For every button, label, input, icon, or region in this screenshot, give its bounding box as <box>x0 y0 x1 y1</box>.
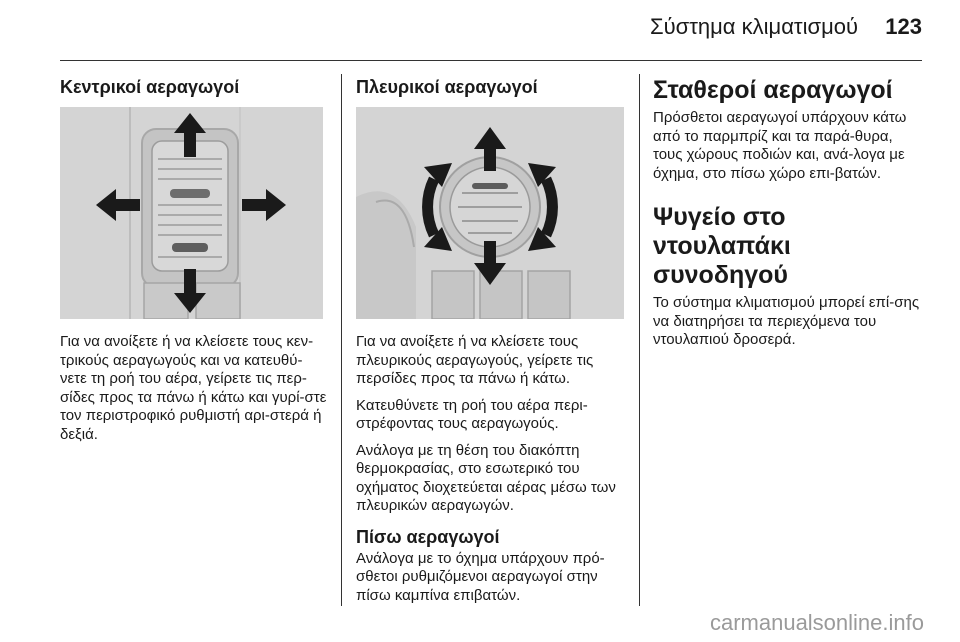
paragraph-central-vents: Για να ανοίξετε ή να κλείσετε τους κεν-τρικούς αεραγωγούς και να κατευθύ-νετε τη ροή του αέρα, γείρετε τις περ-σίδες προς τα πάνω ή κάτω και γυρί-στε τον περιστροφικό ρυθμιστή αρι-στερά ή δεξιά. <box>60 333 327 443</box>
figure-side-vents <box>356 107 624 319</box>
section-title-rear-vents: Πίσω αεραγωγοί <box>356 526 500 547</box>
column-fixed-vents <box>653 76 925 358</box>
watermark: carmanualsonline.info <box>709 610 924 635</box>
paragraph-side-vents-3: Ανάλογα με τη θέση του διακόπτη θερμοκρασίας, στο εσωτερικό του οχήματος διοχετεύεται αέρας μέσω των πλευρικών αεραγωγών. <box>356 441 616 514</box>
header-title: Σύστημα κλιματισμού <box>650 14 859 39</box>
paragraph-rear-vents: Ανάλογα με το όχημα υπάρχουν πρό-σθετοι ρυθμιζόμενοι αεραγωγοί στην πίσω καμπίνα επιβατών. <box>356 549 605 604</box>
page-number: 123 <box>885 14 922 39</box>
header-rule <box>60 60 922 61</box>
paragraph-fixed-vents: Πρόσθετοι αεραγωγοί υπάρχουν κάτω από το παρμπρίζ και τα παρά-θυρα, τους χώρους ποδιών και, ανά-λογα με όχημα, στο πίσω χώρο επι-βατών. <box>653 109 907 182</box>
column-side-vents <box>356 76 626 613</box>
section-title-glovebox-cooler: Ψυγείο στο ντουλαπάκι συνοδηγού <box>653 203 791 289</box>
section-title-fixed-vents: Σταθεροί αεραγωγοί <box>653 76 893 104</box>
paragraph-side-vents-1: Για να ανοίξετε ή να κλείσετε τους πλευρικούς αεραγωγούς, γείρετε τις περσίδες προς τα πάνω ή κάτω. <box>356 333 594 387</box>
figure-central-vents <box>60 107 323 319</box>
column-divider-1 <box>341 74 342 606</box>
column-divider-2 <box>639 74 640 606</box>
side-vent-rotate-arrows-icon <box>356 107 624 319</box>
center-vent-arrows-icon <box>60 107 323 319</box>
paragraph-side-vents-2: Κατευθύνετε τη ροή του αέρα περι-στρέφοντας τους αεραγωγούς. <box>356 396 588 432</box>
column-central-vents <box>60 76 328 452</box>
paragraph-glovebox-cooler: Το σύστημα κλιματισμού μπορεί επί-σης να διατηρήσει τα περιεχόμενα του ντουλαπιού δροσερά. <box>653 294 920 348</box>
section-title-side-vents: Πλευρικοί αεραγωγοί <box>356 77 538 97</box>
section-title-central-vents: Κεντρικοί αεραγωγοί <box>60 77 240 97</box>
